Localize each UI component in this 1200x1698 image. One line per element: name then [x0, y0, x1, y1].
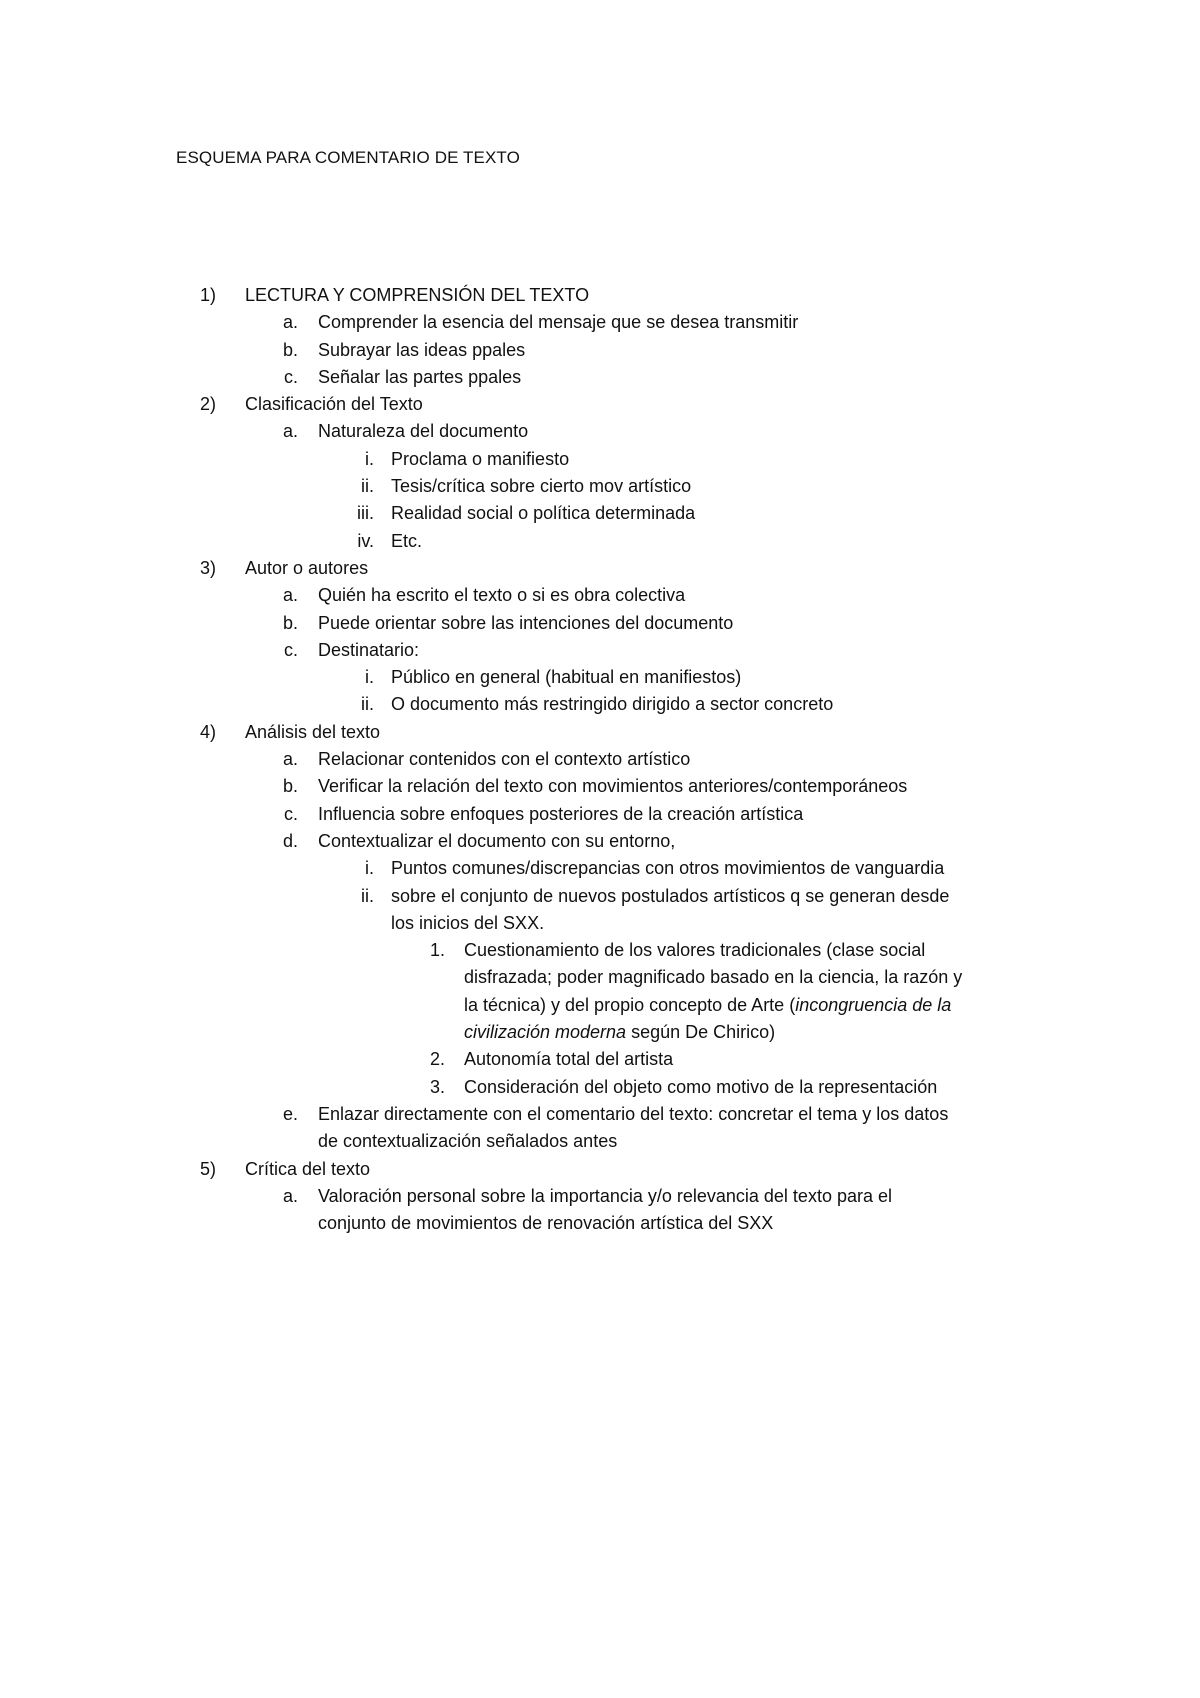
- list-item-continuation: [0, 1128, 1200, 1155]
- list-item: [0, 610, 1200, 637]
- list-item-text: [391, 473, 691, 500]
- list-item-text: [245, 719, 380, 746]
- section-4-heading: [0, 719, 1200, 746]
- list-item: [0, 937, 1200, 964]
- list-item-text: [464, 1046, 673, 1073]
- text-run: Proclama o manifiesto: [391, 448, 570, 469]
- list-item: [0, 801, 1200, 828]
- list-marker: b.: [282, 776, 298, 797]
- list-item: [0, 446, 1200, 473]
- list-item-continuation: [0, 910, 1200, 937]
- text-run: Autor o autores: [245, 557, 369, 578]
- list-marker: c.: [283, 366, 298, 387]
- list-marker: 5): [200, 1158, 217, 1179]
- list-item: [0, 337, 1200, 364]
- list-item-text: [391, 528, 422, 555]
- text-run: Realidad social o política determinada: [391, 503, 696, 524]
- text-run: Crítica del texto: [245, 1158, 371, 1179]
- list-item-text: [318, 773, 907, 800]
- text-run: Consideración del objeto como motivo de la representación: [464, 1076, 938, 1097]
- list-item-text: [318, 309, 798, 336]
- list-item-text: [318, 1183, 892, 1210]
- list-item-text: [318, 801, 803, 828]
- list-marker: a.: [282, 421, 298, 442]
- list-marker: 1.: [429, 940, 445, 961]
- list-item: [0, 473, 1200, 500]
- section-2-heading: [0, 391, 1200, 418]
- list-marker: ii.: [361, 694, 374, 715]
- text-run: Señalar las partes ppales: [318, 366, 522, 387]
- text-run: según De Chirico): [626, 1022, 776, 1043]
- text-run: Enlazar directamente con el comentario del texto: concretar el tema y los datos: [318, 1103, 949, 1124]
- list-item-text: [391, 883, 949, 910]
- text-run: Análisis del texto: [245, 721, 381, 742]
- list-marker: c.: [283, 639, 298, 660]
- text-run: Subrayar las ideas ppales: [318, 339, 526, 360]
- list-item: [0, 309, 1200, 336]
- list-item: [0, 746, 1200, 773]
- section-1-heading: [0, 282, 1200, 309]
- list-item-text: [464, 937, 925, 964]
- list-marker: ii.: [361, 476, 374, 497]
- list-item: [0, 773, 1200, 800]
- list-item: [0, 418, 1200, 445]
- text-run: Puede orientar sobre las intenciones del documento: [318, 612, 734, 633]
- list-item: [0, 582, 1200, 609]
- text-run: Verificar la relación del texto con movimientos anteriores/contemporáneos: [318, 776, 908, 797]
- list-item-text: [245, 555, 368, 582]
- italic-text-run: incongruencia de la: [795, 994, 952, 1015]
- list-item: [0, 828, 1200, 855]
- list-item: [0, 883, 1200, 910]
- list-item-text: [318, 1210, 773, 1237]
- text-run: Público en general (habitual en manifiestos): [391, 667, 742, 688]
- list-marker: 4): [200, 721, 217, 742]
- text-run: Relacionar contenidos con el contexto artístico: [318, 749, 691, 770]
- list-item-text: [318, 364, 521, 391]
- list-marker: a.: [282, 585, 298, 606]
- list-marker: 2): [200, 394, 217, 415]
- list-item-text: [245, 282, 589, 309]
- list-item-text: [391, 664, 741, 691]
- list-item: [0, 500, 1200, 527]
- text-run: Quién ha escrito el texto o si es obra colectiva: [318, 585, 686, 606]
- list-marker: 2.: [429, 1049, 445, 1070]
- list-item-continuation: [0, 1019, 1200, 1046]
- text-run: conjunto de movimientos de renovación artística del SXX: [318, 1213, 774, 1234]
- list-marker: i.: [365, 667, 374, 688]
- list-item: [0, 1183, 1200, 1210]
- list-marker: d.: [282, 830, 298, 851]
- list-item: [0, 637, 1200, 664]
- list-item: [0, 1074, 1200, 1101]
- list-item-text: [318, 418, 528, 445]
- list-item-text: [318, 337, 525, 364]
- list-marker: a.: [282, 749, 298, 770]
- list-item-continuation: [0, 1210, 1200, 1237]
- section-5-heading: [0, 1156, 1200, 1183]
- list-marker: iv.: [357, 530, 374, 551]
- list-item: [0, 664, 1200, 691]
- outline-list: [0, 282, 1200, 1237]
- text-run: de contextualización señalados antes: [318, 1131, 618, 1152]
- list-item: [0, 1101, 1200, 1128]
- list-marker: 3.: [429, 1076, 445, 1097]
- text-run: Contextualizar el documento con su entorno,: [318, 830, 676, 851]
- list-item-text: [391, 910, 544, 937]
- list-item-text: [245, 391, 423, 418]
- list-marker: b.: [282, 339, 298, 360]
- list-item: [0, 1046, 1200, 1073]
- list-item-text: [318, 1128, 617, 1155]
- list-item-text: [464, 992, 951, 1019]
- list-item-text: [464, 1074, 937, 1101]
- text-run: Influencia sobre enfoques posteriores de la creación artística: [318, 803, 804, 824]
- text-run: Cuestionamiento de los valores tradicionales (clase social: [464, 940, 926, 961]
- list-item-text: [391, 691, 833, 718]
- list-item: [0, 691, 1200, 718]
- list-item: [0, 855, 1200, 882]
- list-item-continuation: [0, 964, 1200, 991]
- text-run: disfrazada; poder magnificado basado en la ciencia, la razón y: [464, 967, 963, 988]
- list-marker: ii.: [361, 885, 374, 906]
- list-marker: 3): [200, 557, 217, 578]
- text-run: la técnica) y del propio concepto de Arte (: [464, 994, 796, 1015]
- list-item-text: [318, 582, 685, 609]
- list-marker: a.: [282, 1185, 298, 1206]
- list-marker: i.: [365, 448, 374, 469]
- text-run: Autonomía total del artista: [464, 1049, 674, 1070]
- text-run: Valoración personal sobre la importancia y/o relevancia del texto para el: [318, 1185, 892, 1206]
- text-run: sobre el conjunto de nuevos postulados artísticos q se generan desde: [391, 885, 950, 906]
- list-marker: i.: [365, 858, 374, 879]
- list-item-text: [318, 1101, 948, 1128]
- list-item-text: [464, 964, 962, 991]
- section-3-heading: [0, 555, 1200, 582]
- text-run: Comprender la esencia del mensaje que se desea transmitir: [318, 312, 799, 333]
- list-item-text: [318, 746, 690, 773]
- list-item-text: [391, 855, 944, 882]
- list-marker: b.: [282, 612, 298, 633]
- text-run: Puntos comunes/discrepancias con otros movimientos de vanguardia: [391, 858, 945, 879]
- text-run: O documento más restringido dirigido a sector concreto: [391, 694, 834, 715]
- text-run: Naturaleza del documento: [318, 421, 529, 442]
- list-marker: a.: [282, 312, 298, 333]
- text-run: Tesis/crítica sobre cierto mov artístico: [391, 476, 692, 497]
- list-item: [0, 364, 1200, 391]
- list-item-text: [245, 1156, 370, 1183]
- list-marker: e.: [282, 1103, 298, 1124]
- text-run: Destinatario:: [318, 639, 420, 660]
- list-marker: 1): [200, 285, 217, 305]
- list-item-text: [464, 1019, 775, 1046]
- list-marker: iii.: [357, 503, 374, 524]
- page-title: ESQUEMA PARA COMENTARIO DE TEXTO: [176, 148, 520, 167]
- list-marker: c.: [283, 803, 298, 824]
- list-item-text: [318, 828, 675, 855]
- italic-text-run: civilización moderna: [464, 1022, 627, 1043]
- text-run: los inicios del SXX.: [391, 912, 545, 933]
- list-item-text: [391, 500, 695, 527]
- list-item: [0, 528, 1200, 555]
- list-item-text: [318, 610, 733, 637]
- text-run: Etc.: [391, 530, 423, 551]
- list-item-text: [318, 637, 419, 664]
- text-run: Clasificación del Texto: [245, 394, 423, 415]
- list-item-text: [391, 446, 569, 473]
- text-run: LECTURA Y COMPRENSIÓN DEL TEXTO: [245, 285, 590, 305]
- list-item-continuation: [0, 992, 1200, 1019]
